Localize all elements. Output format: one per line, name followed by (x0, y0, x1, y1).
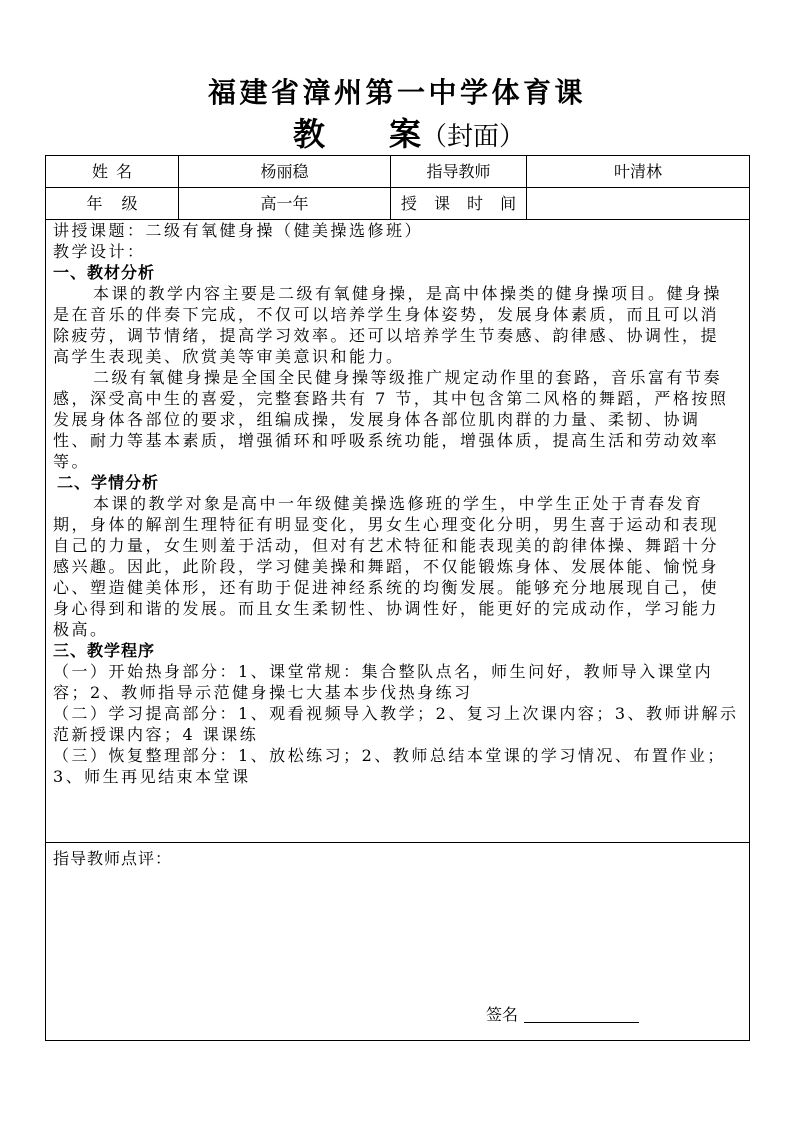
school-title: 福建省漳州第一中学体育课 (207, 76, 586, 109)
signature-label: 签名 (486, 1005, 519, 1024)
procedure-line: 容；2、教师指导示范健身操七大基本步伐热身练习 (53, 683, 473, 702)
paragraph-line: 性、耐力等基本素质，增强循环和呼吸系统功能，增强体质，提高生活和劳动效率 (53, 431, 720, 450)
paragraph-line: 极高。 (53, 620, 109, 639)
lesson-plan-table (45, 155, 750, 1041)
name-value: 杨丽稳 (179, 156, 391, 188)
paragraph-line: 本课的教学内容主要是二级有氧健身操，是高中体操类的健身操项目。健身操 (93, 284, 723, 303)
lesson-time-value (527, 188, 750, 220)
signature-area (486, 1004, 639, 1025)
paragraph-line: 心、塑造健美体形，还有助于促进神经系统的均衡发展。能够充分地展现自己，使 (53, 578, 720, 597)
procedure-line: 范新授课内容；4 课课练 (53, 725, 259, 744)
teaching-design-cell (46, 220, 750, 843)
lesson-time-label: 授 课 时 间 (391, 188, 527, 220)
section-heading-students: 二、学情分析 (57, 473, 160, 492)
review-row (46, 843, 750, 1041)
advisor-value: 叶清林 (527, 156, 750, 188)
cover-title-main: 教 案 (292, 115, 421, 153)
info-row-2 (46, 188, 750, 220)
procedure-line: 3、师生再见结束本堂课 (53, 767, 251, 786)
procedure-line: （二）学习提高部分：1、观看视频导入教学；2、复习上次课内容；3、教师讲解示 (53, 704, 739, 723)
paragraph-line: 是在音乐的伴奏下完成，不仅可以培养学生身体姿势，发展身体素质，而且可以消 (53, 305, 720, 324)
paragraph-line: 本课的教学对象是高中一年级健美操选修班的学生，中学生正处于青春发育 (93, 494, 704, 513)
paragraph-line: 感兴趣。因此，此阶段，学习健美操和舞蹈，不仅能锻炼身体、发展体能、愉悦身 (53, 557, 720, 576)
section-heading-procedure: 三、教学程序 (53, 641, 156, 660)
info-row-1 (46, 156, 750, 188)
paragraph-line: 发展身体各部位的要求，组编成操，发展身体各部位肌肉群的力量、柔韧、协调 (53, 410, 701, 429)
name-label: 姓 名 (46, 156, 179, 188)
review-label: 指导教师点评： (53, 849, 173, 868)
grade-value: 高一年 (179, 188, 391, 220)
paragraph-line: 感，深受高中生的喜爱，完整套路共有 7 节，其中包含第二风格的舞蹈，严格按照 (53, 389, 729, 408)
cover-title-sub: （封面） (421, 122, 526, 152)
section-heading-material: 一、教材分析 (53, 263, 156, 282)
paragraph-line: 等。 (53, 452, 91, 471)
paragraph-line: 高学生表现美、欣赏美等审美意识和能力。 (53, 347, 405, 366)
procedure-line: （三）恢复整理部分：1、放松练习；2、教师总结本堂课的学习情况、布置作业； (53, 746, 726, 765)
paragraph-line: 期，身体的解剖生理特征有明显变化，男女生心理变化分明，男生喜于运动和表现 (53, 515, 720, 534)
advisor-review-cell (46, 843, 750, 1041)
content-row (46, 220, 750, 843)
cover-title (0, 113, 794, 155)
paragraph-line: 二级有氧健身操是全国全民健身操等级推广规定动作里的套路，音乐富有节奏 (93, 368, 723, 387)
procedure-line: （一）开始热身部分：1、课堂常规：集合整队点名，师生问好，教师导入课堂内 (53, 662, 714, 681)
design-label: 教学设计： (53, 242, 146, 261)
review-area (46, 843, 749, 1039)
signature-blank-line (524, 1022, 639, 1023)
paragraph-line: 自己的力量，女生则羞于活动，但对有艺术特征和能表现美的韵律体操、舞蹈十分 (53, 536, 720, 555)
advisor-label: 指导教师 (391, 156, 527, 188)
paragraph-line: 除疲劳，调节情绪，提高学习效率。还可以培养学生节奏感、韵律感、协调性，提 (53, 326, 720, 345)
paragraph-line: 身心得到和谐的发展。而且女生柔韧性、协调性好，能更好的完成动作，学习能力 (53, 599, 720, 618)
topic-line: 讲授课题：二级有氧健身操（健美操选修班） (53, 221, 424, 240)
grade-label: 年 级 (46, 188, 179, 220)
